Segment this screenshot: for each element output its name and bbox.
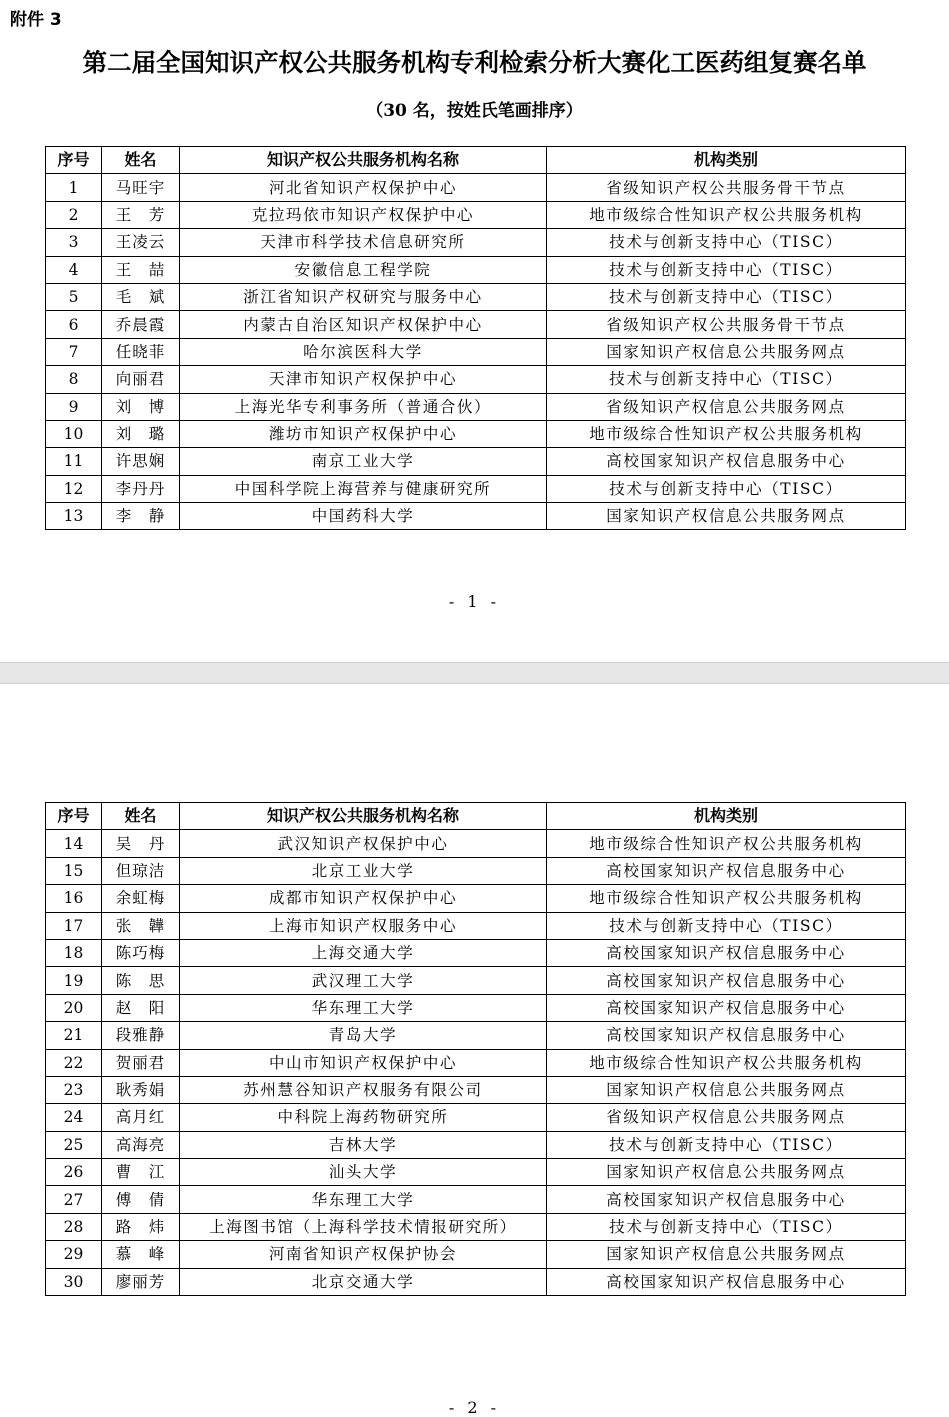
cell-name: 路 炜 [102,1213,180,1240]
cell-org: 青岛大学 [180,1022,547,1049]
cell-seq: 30 [46,1268,102,1295]
page-number-1: - 1 - [448,592,501,611]
cell-org: 中国科学院上海营养与健康研究所 [180,475,547,502]
table-row [46,994,906,1021]
header-org: 知识产权公共服务机构名称 [180,803,547,830]
cell-org: 上海图书馆（上海科学技术情报研究所） [180,1213,547,1240]
cell-seq: 11 [46,448,102,475]
cell-name: 马旺宇 [102,174,180,201]
cell-org: 浙江省知识产权研究与服务中心 [180,283,547,310]
cell-category: 地市级综合性知识产权公共服务机构 [547,1049,906,1076]
table-row [46,503,906,530]
cell-org: 安徽信息工程学院 [180,256,547,283]
cell-name: 王 芳 [102,201,180,228]
table-row [46,311,906,338]
cell-name: 李丹丹 [102,475,180,502]
table-row [46,912,906,939]
cell-org: 潍坊市知识产权保护中心 [180,420,547,447]
table-row [46,1104,906,1131]
header-category: 机构类别 [547,803,906,830]
cell-name: 傅 倩 [102,1186,180,1213]
table-row [46,1076,906,1103]
finalist-table-page-2 [45,802,906,1296]
cell-name: 王凌云 [102,229,180,256]
cell-category: 高校国家知识产权信息服务中心 [547,1022,906,1049]
cell-name: 耿秀娟 [102,1076,180,1103]
cell-name: 陈 思 [102,967,180,994]
cell-category: 国家知识产权信息公共服务网点 [547,338,906,365]
cell-name: 任晓菲 [102,338,180,365]
cell-category: 高校国家知识产权信息服务中心 [547,939,906,966]
table-header-row [46,803,906,830]
cell-name: 慕 峰 [102,1241,180,1268]
cell-category: 高校国家知识产权信息服务中心 [547,967,906,994]
cell-seq: 9 [46,393,102,420]
cell-category: 技术与创新支持中心（TISC） [547,475,906,502]
header-seq: 序号 [46,803,102,830]
page-number-2: - 2 - [448,1398,501,1417]
table-row [46,939,906,966]
cell-org: 上海交通大学 [180,939,547,966]
table-row [46,1159,906,1186]
cell-seq: 6 [46,311,102,338]
cell-seq: 26 [46,1159,102,1186]
cell-org: 中国药科大学 [180,503,547,530]
cell-seq: 8 [46,366,102,393]
header-org: 知识产权公共服务机构名称 [180,147,547,174]
cell-category: 技术与创新支持中心（TISC） [547,283,906,310]
cell-category: 高校国家知识产权信息服务中心 [547,1268,906,1295]
cell-seq: 12 [46,475,102,502]
cell-category: 技术与创新支持中心（TISC） [547,229,906,256]
table-header-row [46,147,906,174]
table-row [46,1213,906,1240]
header-name: 姓名 [102,147,180,174]
table-row [46,1022,906,1049]
table-row [46,885,906,912]
cell-name: 余虹梅 [102,885,180,912]
cell-seq: 24 [46,1104,102,1131]
cell-category: 地市级综合性知识产权公共服务机构 [547,830,906,857]
cell-seq: 4 [46,256,102,283]
cell-category: 地市级综合性知识产权公共服务机构 [547,420,906,447]
table-row [46,448,906,475]
header-category: 机构类别 [547,147,906,174]
cell-seq: 27 [46,1186,102,1213]
cell-org: 内蒙古自治区知识产权保护中心 [180,311,547,338]
finalist-table-page-1 [45,146,906,530]
page-1 [0,0,949,662]
cell-org: 苏州慧谷知识产权服务有限公司 [180,1076,547,1103]
cell-org: 上海光华专利事务所（普通合伙） [180,393,547,420]
cell-seq: 18 [46,939,102,966]
cell-org: 华东理工大学 [180,994,547,1021]
cell-seq: 5 [46,283,102,310]
table-row [46,256,906,283]
cell-name: 李 静 [102,503,180,530]
cell-seq: 14 [46,830,102,857]
cell-org: 北京工业大学 [180,857,547,884]
table-row [46,475,906,502]
table-row [46,174,906,201]
attachment-label: 附件 3 [10,10,62,30]
table-row [46,393,906,420]
table-row [46,366,906,393]
cell-org: 克拉玛依市知识产权保护中心 [180,201,547,228]
cell-category: 省级知识产权信息公共服务网点 [547,1104,906,1131]
table-row [46,420,906,447]
cell-name: 刘 璐 [102,420,180,447]
cell-category: 国家知识产权信息公共服务网点 [547,503,906,530]
cell-category: 技术与创新支持中心（TISC） [547,256,906,283]
cell-category: 高校国家知识产权信息服务中心 [547,994,906,1021]
cell-org: 上海市知识产权服务中心 [180,912,547,939]
cell-category: 高校国家知识产权信息服务中心 [547,1186,906,1213]
cell-seq: 3 [46,229,102,256]
cell-category: 地市级综合性知识产权公共服务机构 [547,885,906,912]
header-name: 姓名 [102,803,180,830]
cell-seq: 23 [46,1076,102,1103]
cell-name: 高海亮 [102,1131,180,1158]
cell-category: 省级知识产权信息公共服务网点 [547,393,906,420]
cell-org: 成都市知识产权保护中心 [180,885,547,912]
cell-category: 技术与创新支持中心（TISC） [547,912,906,939]
cell-name: 曹 江 [102,1159,180,1186]
cell-name: 张 韡 [102,912,180,939]
cell-seq: 22 [46,1049,102,1076]
cell-org: 哈尔滨医科大学 [180,338,547,365]
cell-org: 华东理工大学 [180,1186,547,1213]
cell-seq: 21 [46,1022,102,1049]
table-body [46,174,906,530]
cell-name: 向丽君 [102,366,180,393]
cell-org: 河南省知识产权保护协会 [180,1241,547,1268]
cell-seq: 19 [46,967,102,994]
table-row [46,1241,906,1268]
table-row [46,1268,906,1295]
document-title: 第二届全国知识产权公共服务机构专利检索分析大赛化工医药组复赛名单 [82,48,867,77]
cell-seq: 25 [46,1131,102,1158]
cell-category: 国家知识产权信息公共服务网点 [547,1076,906,1103]
cell-name: 王 喆 [102,256,180,283]
page-separator [0,662,949,684]
table-row [46,338,906,365]
cell-seq: 16 [46,885,102,912]
page-2 [0,684,949,1417]
cell-name: 段雅静 [102,1022,180,1049]
cell-category: 高校国家知识产权信息服务中心 [547,857,906,884]
cell-seq: 20 [46,994,102,1021]
cell-name: 毛 斌 [102,283,180,310]
cell-org: 吉林大学 [180,1131,547,1158]
cell-org: 中山市知识产权保护中心 [180,1049,547,1076]
table-row [46,1186,906,1213]
cell-category: 国家知识产权信息公共服务网点 [547,1159,906,1186]
cell-org: 汕头大学 [180,1159,547,1186]
cell-org: 北京交通大学 [180,1268,547,1295]
cell-seq: 10 [46,420,102,447]
cell-seq: 15 [46,857,102,884]
table-row [46,283,906,310]
table-body [46,830,906,1296]
cell-name: 廖丽芳 [102,1268,180,1295]
table-row [46,229,906,256]
cell-seq: 7 [46,338,102,365]
cell-name: 贺丽君 [102,1049,180,1076]
cell-name: 但琼洁 [102,857,180,884]
cell-name: 赵 阳 [102,994,180,1021]
cell-category: 技术与创新支持中心（TISC） [547,1213,906,1240]
cell-org: 南京工业大学 [180,448,547,475]
cell-category: 地市级综合性知识产权公共服务机构 [547,201,906,228]
cell-org: 中科院上海药物研究所 [180,1104,547,1131]
cell-name: 乔晨霞 [102,311,180,338]
cell-name: 吴 丹 [102,830,180,857]
table-row [46,967,906,994]
cell-org: 河北省知识产权保护中心 [180,174,547,201]
table-row [46,1131,906,1158]
table-row [46,857,906,884]
cell-org: 武汉理工大学 [180,967,547,994]
cell-category: 省级知识产权公共服务骨干节点 [547,311,906,338]
cell-seq: 1 [46,174,102,201]
table-row [46,830,906,857]
document-subtitle: （30 名，按姓氏笔画排序） [366,101,583,121]
cell-seq: 29 [46,1241,102,1268]
cell-name: 刘 博 [102,393,180,420]
cell-name: 陈巧梅 [102,939,180,966]
cell-seq: 2 [46,201,102,228]
cell-name: 高月红 [102,1104,180,1131]
cell-seq: 17 [46,912,102,939]
cell-seq: 13 [46,503,102,530]
cell-org: 天津市科学技术信息研究所 [180,229,547,256]
table-row [46,1049,906,1076]
cell-category: 技术与创新支持中心（TISC） [547,1131,906,1158]
cell-category: 技术与创新支持中心（TISC） [547,366,906,393]
header-seq: 序号 [46,147,102,174]
cell-category: 省级知识产权公共服务骨干节点 [547,174,906,201]
cell-category: 国家知识产权信息公共服务网点 [547,1241,906,1268]
cell-org: 武汉知识产权保护中心 [180,830,547,857]
cell-name: 许思娴 [102,448,180,475]
cell-category: 高校国家知识产权信息服务中心 [547,448,906,475]
cell-seq: 28 [46,1213,102,1240]
table-row [46,201,906,228]
cell-org: 天津市知识产权保护中心 [180,366,547,393]
